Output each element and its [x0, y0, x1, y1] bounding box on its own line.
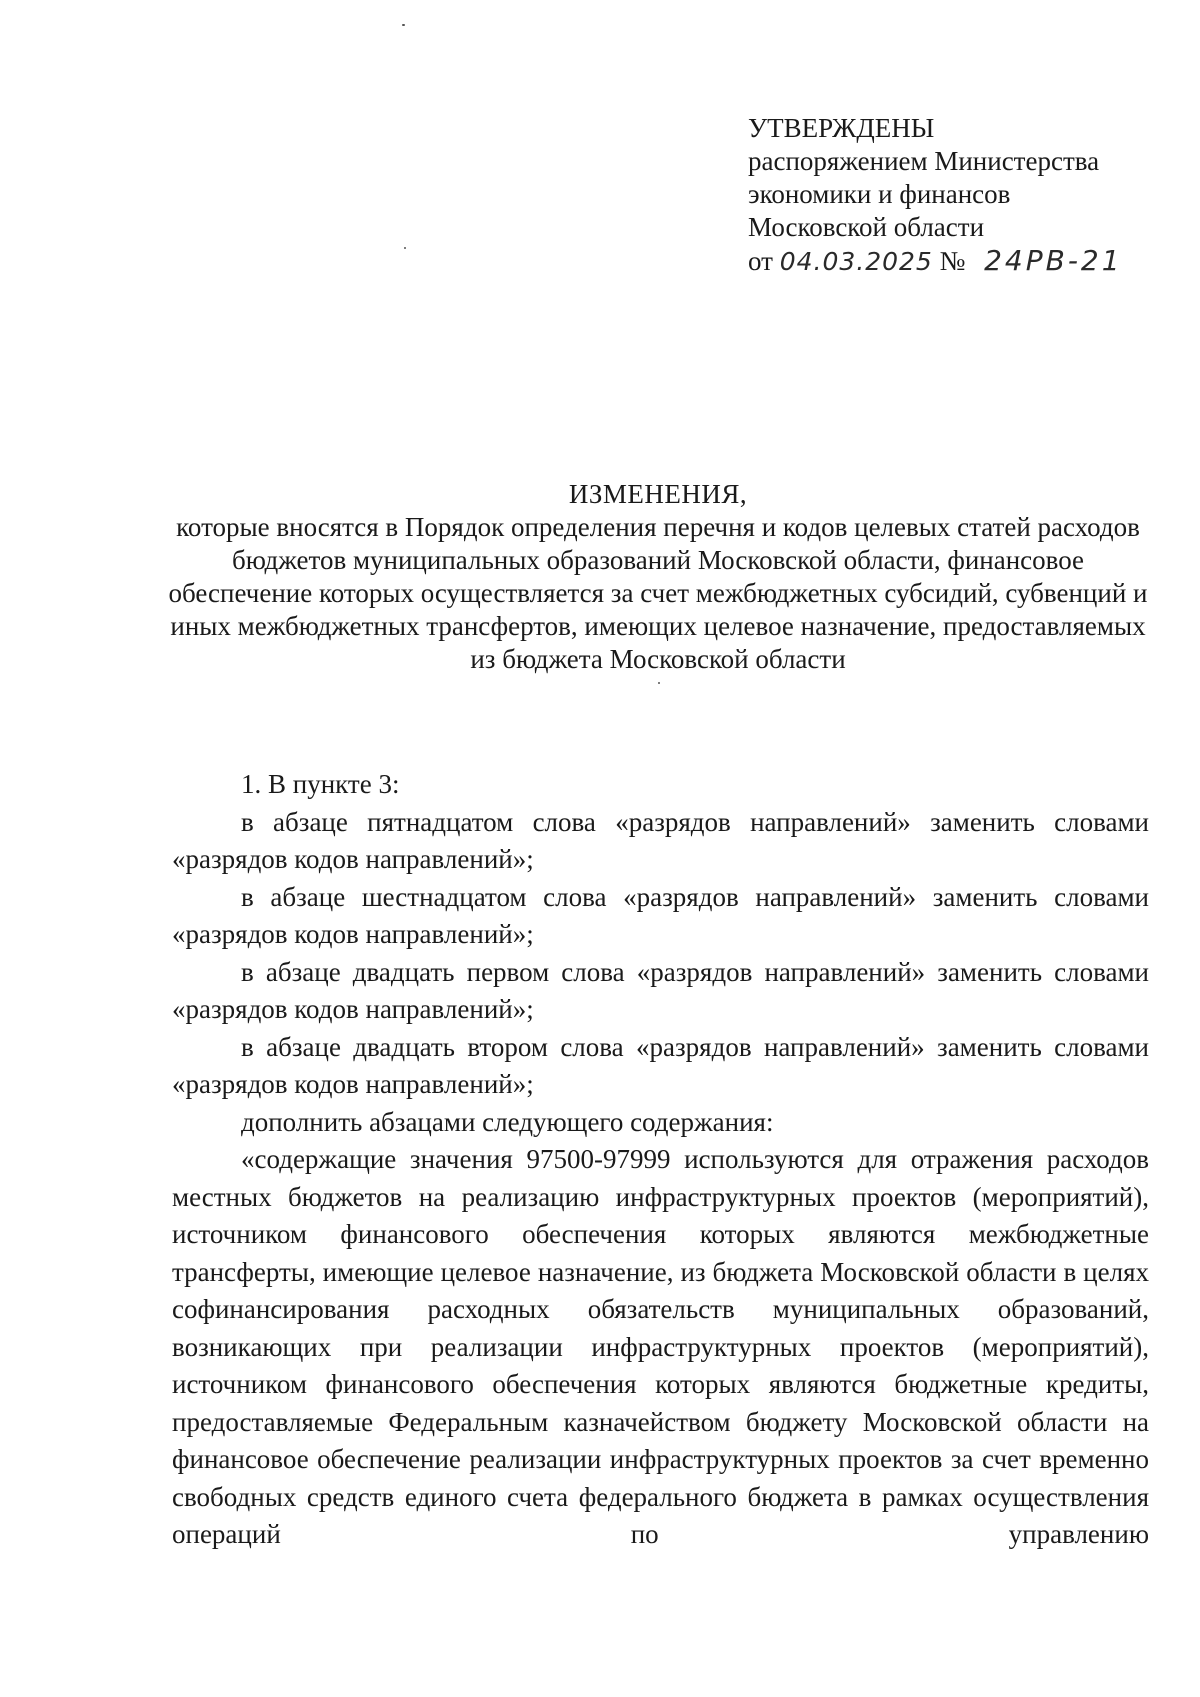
date-prefix: от	[748, 246, 773, 276]
approval-stamp	[748, 112, 1168, 278]
approval-line: экономики и финансов	[748, 179, 1011, 209]
approval-date-line	[748, 244, 1168, 278]
paragraph: в абзаце пятнадцатом слова «разрядов направлений» заменить словами «разрядов кодов направлений»;	[172, 806, 1149, 874]
handwritten-date: 04.03.2025	[779, 247, 933, 276]
document-body	[172, 766, 1149, 1554]
document-title: ИЗМЕНЕНИЯ,	[568, 479, 748, 509]
scan-speck	[402, 24, 405, 26]
document-subtitle: которые вносятся в Порядок определения перечня и кодов целевых статей расходов бюджетов муниципальных образований Московской области, финансовое обеспечение которых осуществляется за счет межбюджетных субсидий, субвенций и иных межбюджетных трансфертов, имеющих целевое назначение, предоставляемых из бюджета Московской области	[168, 512, 1148, 674]
list-item: 1. В пункте 3:	[241, 769, 400, 799]
approval-line: распоряжением Министерства	[748, 146, 1100, 176]
document-heading	[168, 478, 1148, 676]
handwritten-number: 24РВ-21	[984, 244, 1123, 277]
scan-speck	[658, 682, 660, 684]
paragraph: в абзаце шестнадцатом слова «разрядов направлений» заменить словами «разрядов кодов направлений»;	[172, 881, 1149, 949]
scan-speck	[404, 247, 406, 249]
paragraph: «содержащие значения 97500-97999 используются для отражения расходов местных бюджетов на реализацию инфраструктурных проектов (мероприятий), источником финансового обеспечения которых являются межбюджетные трансферты, имеющие целевое назначение, из бюджета Московской области в целях софинансирования расходных обязательств муниципальных образований, возникающих при реализации инфраструктурных проектов (мероприятий), источником финансового обеспечения которых являются бюджетные кредиты, предоставляемые Федеральным казначейством бюджету Московской области на финансовое обеспечение реализации инфраструктурных проектов за счет временно свободных средств единого счета федерального бюджета в рамках осуществления операций по управлению	[172, 1144, 1149, 1549]
paragraph: в абзаце двадцать первом слова «разрядов направлений» заменить словами «разрядов кодов направлений»;	[172, 956, 1149, 1024]
paragraph: дополнить абзацами следующего содержания:	[241, 1106, 774, 1137]
approval-title: УТВЕРЖДЕНЫ	[748, 113, 935, 143]
paragraph: в абзаце двадцать втором слова «разрядов направлений» заменить словами «разрядов кодов направлений»;	[172, 1031, 1149, 1099]
approval-line: Московской области	[748, 212, 985, 242]
number-sign: №	[939, 246, 966, 276]
